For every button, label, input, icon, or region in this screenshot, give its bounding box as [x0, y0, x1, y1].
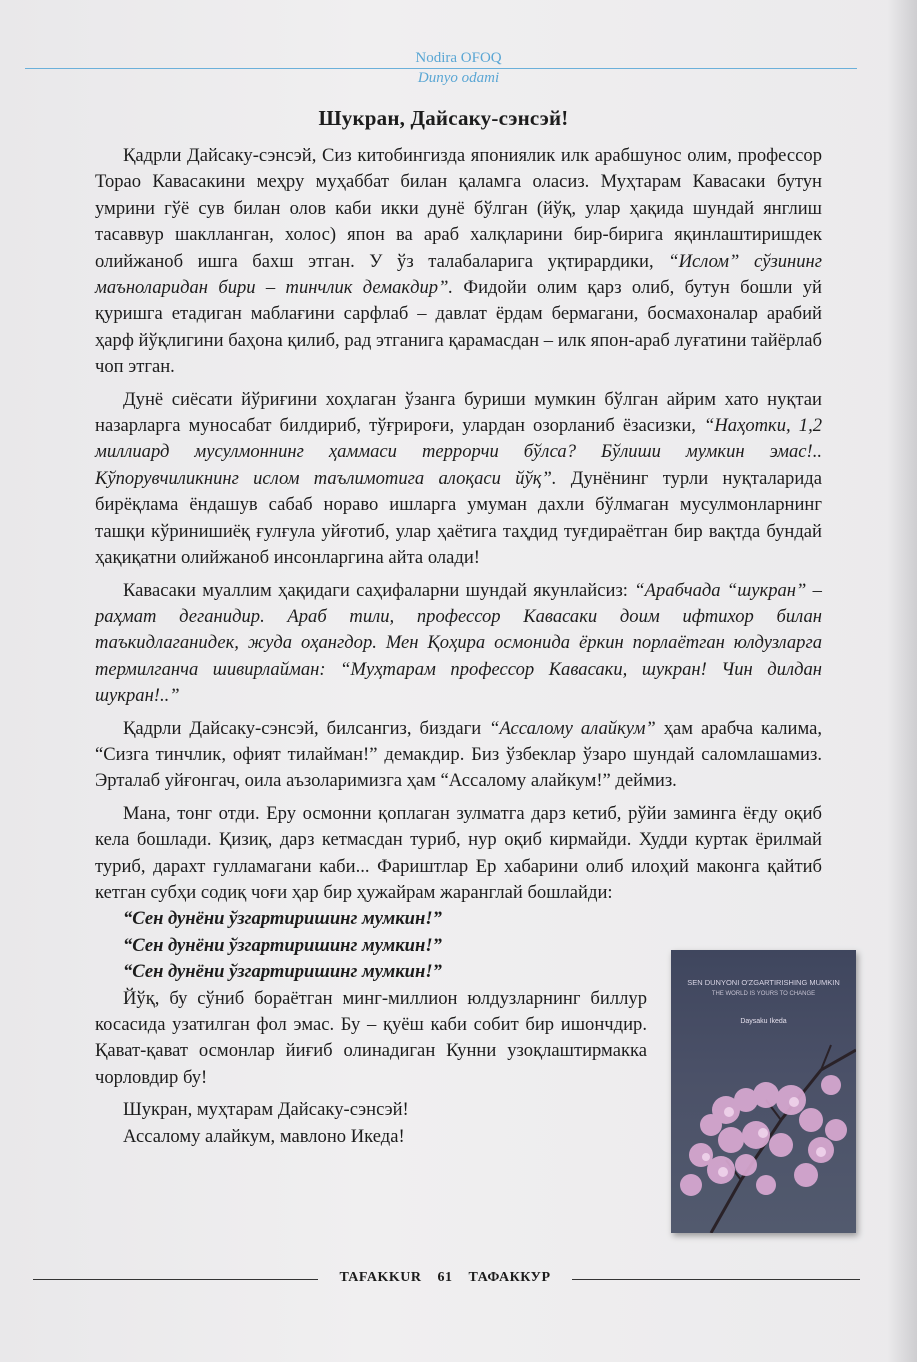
footer-rule-right [572, 1279, 860, 1280]
book-subtitle: THE WORLD IS YOURS TO CHANGE [711, 991, 816, 997]
paragraph-1-text: Қадрли Дайсаку-сэнсэй, Сиз китобингизда япониялик илк арабшунос олим, профессор Торао Кавасакини меҳру муҳаббат билан қаламга оласиз. Муҳтарам Кавасаки бутун умрини гўё сув билан олов каби икки дунё бўлган (йўқ, улар ҳақида шундай янглиш тасаввур шаклланган, холос) япон ва араб халқларини бир-бирига яқинлаштиришдек олийжаноб ишга бахш этган. У ўз талабаларига уқтирардики, [95, 145, 822, 272]
header-column: Dunyo odami [417, 70, 500, 86]
page-number: 61 [437, 1270, 453, 1285]
cherry-blossom-illustration [671, 950, 856, 1233]
paragraph-3-quote: “Арабчада “шукран” – раҳмат деганидир. Араб тили, профессор Кавасаки доим ифтихор билан таъкидлаганидек, жуда оҳангдор. Мен Қоҳира осмонида ёркин порлаётган юлдузларга термилганча шивирлайман: “Муҳтарам профессор Кавасаки, шукран! Чин дилдан шукран!..” [95, 579, 822, 707]
paragraph-1-end: Фидойи олим қарз олиб, бутун бошли уй қуришга етадиган маблағини сарфлаб – давлат ёрдам бермагани, босмахоналар арабий ҳарф йўқлигини баҳона қилиб, рад этганига қарамасдан – илк япон-араб луғатини тайёрлаб чоп этган. [95, 277, 822, 378]
footer-left-title: TAFAKKUR [339, 1270, 422, 1285]
article-title: Шукран, Дайсаку-сэнсэй! [318, 106, 569, 130]
footer-right-title: ТАФАККУР [468, 1270, 551, 1285]
paragraph-1 [95, 143, 822, 381]
paragraph-3 [95, 578, 822, 710]
book-title: SEN DUNYONI O'ZGARTIRISHING MUMKIN [687, 978, 840, 987]
page-edge-shadow [887, 0, 917, 1362]
footer-rule-left [33, 1279, 318, 1280]
paragraph-4 [95, 716, 822, 795]
book-cover-image [671, 950, 856, 1233]
paragraph-6: Йўқ, бу сўниб бораётган минг-миллион юлдузларнинг биллур косасида узатилган фол эмас. Бу – қуёш каби собит бир ишончдир. Қават-қават осмонлар йиғиб олинадиган Кунни узоқлаштирмакка чорловдир бу! [95, 987, 647, 1088]
exclamation-line-3: “Сен дунёни ўзгартиришинг мумкин!” [123, 961, 442, 983]
exclamation-line-2: “Сен дунёни ўзгартиришинг мумкин!” [123, 934, 442, 956]
footer-text [318, 1270, 572, 1286]
book-author: Daysaku Ikeda [740, 1018, 787, 1025]
paragraph-2-end: Дунёнинг турли нуқталарида бирёқлама ёндашув сабаб нораво ишларга умуман дахли бўлмаган мусулмонларнинг ташқи кўринишиёқ ғулғула уйғотиб, улар ҳаётига таҳдид туғдираётган бир вақтда бундай ҳақиқатни олийжаноб инсонларгина айта олади! [95, 467, 822, 569]
paragraph-2-text: Дунё сиёсати йўриғини хоҳлаган ўзанга буриши мумкин бўлган айрим хато нуқтаи назарларга муносабат билдириб, тўғрироғи, улардан озорланиб ёзасизки, [95, 388, 822, 437]
header-rule [25, 68, 857, 69]
exclamation-line-1: “Сен дунёни ўзгартиришинг мумкин!” [123, 908, 442, 930]
paragraph-2 [95, 387, 822, 572]
paragraph-4-quote: “Ассалому алайкум” [489, 717, 656, 739]
header-author: Nodira OFOQ [415, 50, 502, 66]
paragraph-5 [95, 801, 822, 907]
paragraph-1-quote: “Ислом” сўзининг маъноларидан бири – тинчлик демакдир”. [95, 250, 822, 299]
paragraph-4-end: ҳам арабча калима, “Сизга тинчлик, офият тилайман!” демакдир. Биз ўзбеклар ўзаро шундай саломлашамиз. Эрталаб уйғонгач, оила аъзоларимизга ҳам “Ассалому алайкум!” деймиз. [95, 717, 822, 792]
narrow-column [95, 906, 647, 1150]
paragraph-3-text: Кавасаки муаллим ҳақидаги саҳифаларни шундай якунлайсиз: [123, 579, 628, 601]
paragraph-7: Шукран, муҳтарам Дайсаку-сэнсэй! [123, 1099, 409, 1121]
paragraph-2-quote: “Наҳотки, 1,2 миллиард мусулмоннинг ҳаммаси террорчи бўлса? Бўлиши мумкин эмас!.. Кўпорувчиликнинг ислом таълимотига алоқаси йўқ”. [95, 415, 823, 489]
page-footer [0, 1270, 917, 1290]
paragraph-4-text: Қадрли Дайсаку-сэнсэй, билсангиз, биздаги [123, 717, 482, 739]
running-header [0, 48, 917, 88]
paragraph-8: Ассалому алайкум, мавлоно Икеда! [123, 1125, 405, 1147]
paragraph-5-text: Мана, тонг отди. Еру осмонни қоплаган зулматга дарз кетиб, рўйи заминга ёғду оқиб кела бошлади. Қизиқ, дарз кетмасдан туриб, нур оқиб кирмайди. Худди куртак ёрилмай туриб, дарахт гулламагани каби... Фариштлар Ер хабарини олиб илоҳий маконга қайтиб кетган субҳи содиқ чоғи ҳар бир ҳужайрам жаранглай бошлайди: [95, 802, 822, 903]
